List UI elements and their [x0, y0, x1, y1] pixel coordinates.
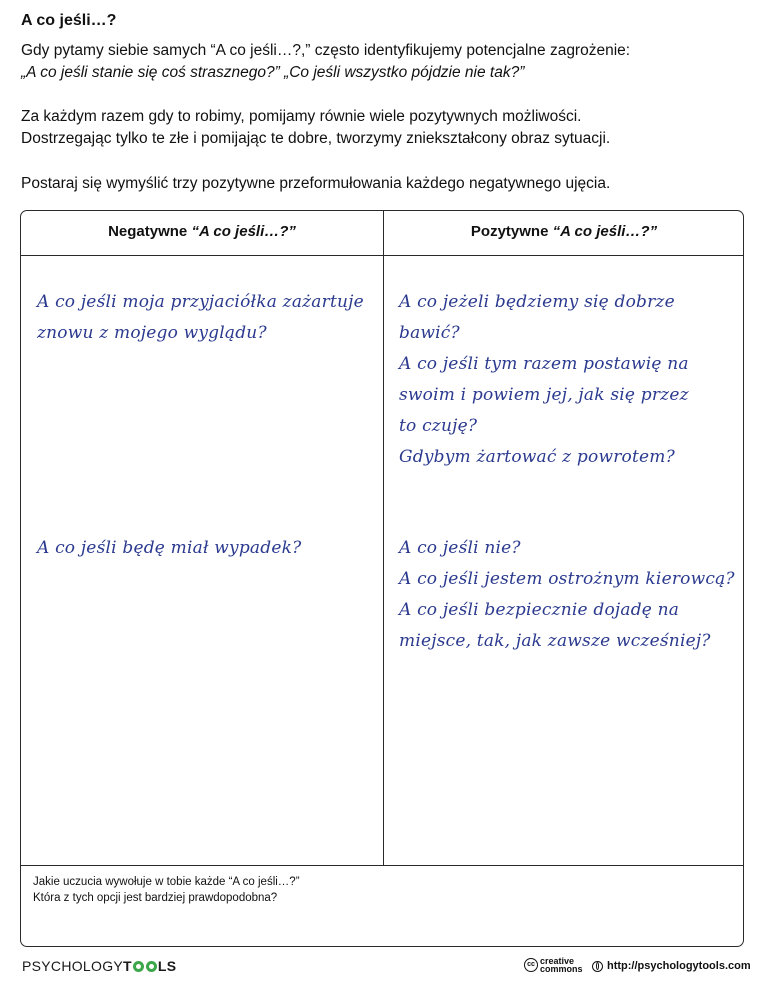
creative-commons-icon: cc [524, 958, 538, 972]
prompt-line: Jakie uczucia wywołuje w tobie każde “A co jeśli…?” [33, 876, 300, 888]
cc-label [540, 957, 583, 973]
header-divider [21, 255, 743, 256]
worksheet-table [20, 210, 744, 947]
gear-icon [146, 961, 157, 972]
negative-column-header [21, 223, 383, 240]
handwritten-line: bawić? [399, 323, 460, 343]
handwritten-line: A co jeśli jestem ostrożnym kierowcą? [399, 569, 735, 589]
handwritten-line: to czuję? [399, 416, 478, 436]
logo-text-bold: T [123, 958, 132, 974]
gear-icon [133, 961, 144, 972]
positive-entry-1[interactable] [399, 287, 689, 473]
creative-commons-badge[interactable] [524, 957, 583, 973]
instruction-text: Postaraj się wymyślić trzy pozytywne przeformułowania każdego negatywnego ujęcia. [21, 175, 611, 192]
positive-entry-2[interactable] [399, 533, 735, 657]
explanation-line: Dostrzegając tylko te złe i pomijając te dobre, tworzymy zniekształcony obraz sytuacji. [21, 130, 611, 147]
handwritten-line: A co jeżeli będziemy się dobrze [399, 292, 675, 312]
handwritten-line: Gdybym żartować z powrotem? [399, 447, 675, 467]
website-url: http://psychologytools.com [607, 960, 751, 972]
handwritten-line: swoim i powiem jej, jak się przez [399, 385, 689, 405]
explanation-paragraph [21, 106, 751, 150]
reflection-prompt[interactable] [33, 874, 300, 906]
negative-entry-2[interactable] [37, 533, 301, 564]
column-divider [383, 211, 384, 865]
footer-divider [21, 865, 743, 866]
handwritten-line: A co jeśli moja przyjaciółka zażartuje [37, 292, 364, 312]
handwritten-line: A co jeśli będę miał wypadek? [37, 538, 302, 558]
psychologytools-logo [22, 958, 176, 974]
intro-paragraph [21, 40, 751, 84]
cc-label-line: creative [540, 956, 575, 966]
positive-header-label: Pozytywne [470, 223, 553, 240]
handwritten-line: miejsce, tak, jak zawsze wcześniej? [399, 631, 711, 651]
intro-example-line: „A co jeśli stanie się coś strasznego?” „Co jeśli wszystko pójdzie nie tak?” [21, 64, 525, 81]
website-link[interactable] [592, 960, 751, 972]
intro-line: Gdy pytamy siebie samych “A co jeśli…?,” często identyfikujemy potencjalne zagrożenie: [21, 42, 631, 59]
cc-label-line: commons [540, 964, 583, 974]
negative-entry-1[interactable] [37, 287, 364, 349]
negative-header-quote: “A co jeśli…?” [191, 223, 296, 240]
handwritten-line: A co jeśli bezpiecznie dojadę na [399, 600, 680, 620]
logo-text-bold: LS [157, 958, 177, 974]
prompt-line: Która z tych opcji jest bardziej prawdopodobna? [33, 892, 278, 904]
explanation-line: Za każdym razem gdy to robimy, pomijamy równie wiele pozytywnych możliwości. [21, 108, 582, 125]
globe-icon [592, 961, 603, 972]
handwritten-line: A co jeśli nie? [399, 538, 521, 558]
handwritten-line: znowu z mojego wyglądu? [37, 323, 267, 343]
page-title: A co jeśli…? [21, 12, 117, 29]
negative-header-label: Negatywne [108, 223, 192, 240]
handwritten-line: A co jeśli tym razem postawię na [399, 354, 689, 374]
logo-text: PSYCHOLOGY [22, 958, 124, 974]
positive-column-header [383, 223, 745, 240]
positive-header-quote: “A co jeśli…?” [552, 223, 658, 240]
